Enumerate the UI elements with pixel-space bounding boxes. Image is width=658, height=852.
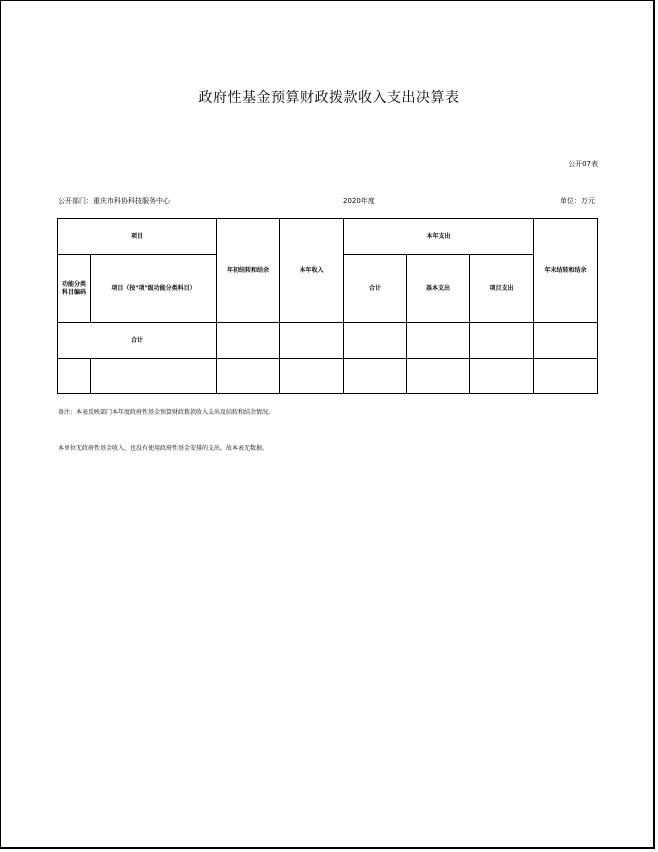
header-income: 本年收入 — [280, 219, 344, 323]
data-basic-cell — [407, 359, 470, 394]
note-no-data: 本单位无政府性基金收入，也没有使用政府性基金安排的支出，故本表无数据。 — [58, 445, 269, 452]
data-income-cell — [280, 359, 344, 394]
department-label: 公开部门：重庆市科协科技服务中心 — [58, 197, 170, 205]
total-end-balance-cell — [534, 323, 598, 359]
total-row-label: 合计 — [58, 323, 217, 359]
header-basic: 基本支出 — [407, 255, 470, 323]
header-total: 合计 — [344, 255, 407, 323]
fiscal-year: 2020年度 — [343, 197, 375, 205]
data-project-name-cell — [91, 359, 217, 394]
form-number: 公开07表 — [568, 160, 598, 168]
header-project-name: 项目（按"项"级功能分类科目） — [91, 255, 217, 323]
total-income-cell — [280, 323, 344, 359]
total-project-expense-cell — [470, 323, 534, 359]
data-begin-balance-cell — [217, 359, 280, 394]
data-row — [58, 359, 598, 394]
header-project-expense: 项目支出 — [470, 255, 534, 323]
data-project-expense-cell — [470, 359, 534, 394]
total-row — [58, 323, 598, 359]
total-basic-cell — [407, 323, 470, 359]
data-end-balance-cell — [534, 359, 598, 394]
header-end-balance: 年末结转和结余 — [534, 219, 598, 323]
unit-label: 单位：万元 — [560, 197, 595, 205]
header-row-1 — [58, 219, 598, 255]
header-begin-balance: 年初结转和结余 — [217, 219, 280, 323]
budget-table — [57, 218, 598, 394]
data-func-code-cell — [58, 359, 91, 394]
header-expense: 本年支出 — [344, 219, 534, 255]
note-remark: 备注：本表反映部门本年度政府性基金预算财政拨款收入支出及结转和结余情况。 — [58, 409, 275, 416]
total-begin-balance-cell — [217, 323, 280, 359]
header-project: 项目 — [58, 219, 217, 255]
total-expense-total-cell — [344, 323, 407, 359]
page-title: 政府性基金预算财政拨款收入支出决算表 — [198, 90, 460, 106]
header-func-code: 功能分类科目编码 — [58, 255, 91, 323]
data-expense-total-cell — [344, 359, 407, 394]
